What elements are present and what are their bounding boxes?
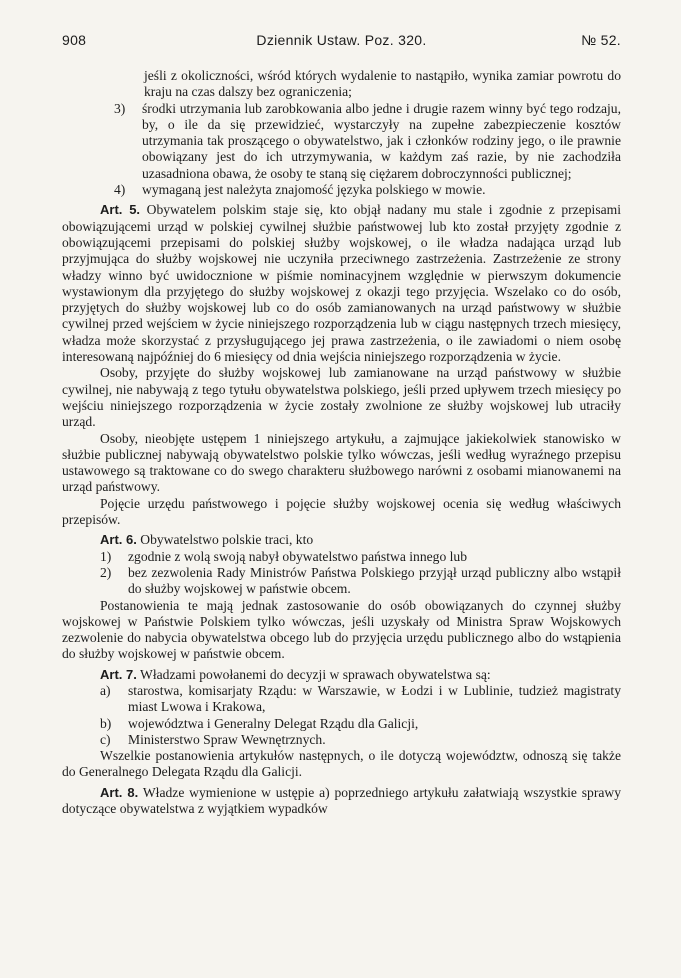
list-item-text: zgodnie z wolą swoją nabył obywatelstwo państwa innego lub	[128, 548, 468, 564]
art6-paragraph-2: Postanowienia te mają jednak zastosowanie do osób obowiązanych do czynnej służby wojskowej w Państwie Polskiem tylko wówczas, jeśli uzyskały od Ministra Spraw Wojskowych zezwolenie do nabycia obywatelstwa obcego lub do przyjęcia urzędu publicznego albo do wstąpienia do służby wojskowej w państwie obcem.	[62, 597, 621, 662]
art8-heading: Art. 8.	[100, 784, 139, 800]
list-item-text: wymaganą jest należyta znajomość języka polskiego w mowie.	[142, 182, 486, 198]
page-header	[62, 32, 621, 48]
art5-paragraph-2: Osoby, przyjęte do służby wojskowej lub zamianowane na urząd państwowy w służbie cywilnej, nie nabywają z tego tytułu obywatelstwa polskiego, jeśli przed upływem trzech miesięcy po wejściu niniejszego rozporządzenia w życie zostały zwolnione ze służby wojskowej lub utraciły urząd.	[62, 365, 621, 430]
art4-item-3	[62, 101, 621, 182]
issue-number: № 52.	[581, 32, 621, 48]
list-item-text: środki utrzymania lub zarobkowania albo jedne i drugie razem winny być tego rodzaju, by, o ile da się przewidzieć, wystarczyły na zupełne zabezpieczenie kosztów utrzymania tak proszącego o obywatelstwo, jak i członków rodziny jego, o ile prawnie obowiązany jest do ich utrzymywania, w każdym zaś razie, by nie zachodziła uzasadniona obawa, że osoby te staną się ciężarem dobroczynności publicznej;	[142, 100, 621, 181]
list-item-text: województwa i Generalny Delegat Rządu dla Galicji,	[128, 715, 419, 731]
art8-text: Władze wymienione w ustępie a) poprzedniego artykułu załatwiają wszystkie sprawy dotyczące obywatelstwa z wyjątkiem wypadków	[62, 784, 622, 817]
art6-item-1	[62, 549, 621, 565]
art7-item-b	[62, 716, 621, 732]
art5-heading: Art. 5.	[100, 202, 141, 218]
art7-item-c	[62, 732, 621, 748]
body-text	[62, 68, 621, 817]
list-item-text: Ministerstwo Spraw Wewnętrznych.	[128, 731, 326, 747]
art8-paragraph-1	[62, 785, 621, 818]
art6-item-2	[62, 565, 621, 598]
list-item-text: starostwa, komisarjaty Rządu: w Warszawie, w Łodzi i w Lublinie, tudzież magistraty miast Lwowa i Krakowa,	[128, 682, 621, 715]
art6-intro: Obywatelstwo polskie traci, kto	[140, 532, 314, 548]
art5-paragraph-3: Osoby, nieobjęte ustępem 1 niniejszego artykułu, a zajmujące jakiekolwiek stanowisko w służbie publicznej nabywają obywatelstwo polskie tylko wówczas, jeśli według wyraźnego przepisu ustawowego są traktowane co do swego charakteru służbowego narówni z osobami mianowanemi na urząd państwowy.	[62, 430, 621, 495]
list-marker: 2)	[100, 564, 112, 580]
list-marker: 1)	[100, 548, 112, 564]
list-marker: a)	[100, 682, 111, 698]
running-title: Dziennik Ustaw. Poz. 320.	[256, 32, 427, 48]
art4-item-4	[62, 182, 621, 198]
list-marker: b)	[100, 715, 112, 731]
art5-paragraph-4: Pojęcie urzędu państwowego i pojęcie służby wojskowej ocenia się według właściwych przepisów.	[62, 495, 621, 528]
art7-paragraph-2: Wszelkie postanowienia artykułów następnych, o ile dotyczą województw, odnoszą się także do Generalnego Delegata Rządu dla Galicji.	[62, 748, 621, 780]
art6-heading: Art. 6.	[100, 532, 137, 548]
page-number: 908	[62, 32, 87, 48]
art4-continuation: jeśli z okoliczności, wśród których wydalenie to nastąpiło, wynika zamiar powrotu do kraju na czas dalszy bez ograniczenia;	[144, 68, 621, 100]
art7-paragraph-1	[62, 667, 621, 683]
art7-item-a	[62, 683, 621, 716]
art5-paragraph-1	[62, 202, 621, 365]
list-item-text: bez zezwolenia Rady Ministrów Państwa Polskiego przyjął urząd publiczny albo wstąpił do służby wojskowej w państwie obcem.	[128, 564, 621, 597]
list-marker: 3)	[114, 100, 126, 116]
list-marker: 4)	[114, 182, 126, 198]
art5-text-1: Obywatelem polskim staje się, kto objął nadany mu stale i zgodnie z przepisami obowiązującemi urząd w polskiej cywilnej służbie państwowej lub kto został przyjęty zgodnie z obowiązującemi przepisami do polskiej służby wojskowej, o ile władza nadająca urząd lub przyjmująca do służby wojskowej nie uczyniła przeciwnego zastrzeżenia. Zastrzeżenie ze strony władzy winno być uwidocznione w piśmie nominacyjnem względnie w pierwszym dokumencie wystawionym dla przyjętego do służby wojskowej z okazji tego przyjęcia. Wszelako co do osób, przyjętych do służby wojskowej lub co do osób zamianowanych na urząd państwowy w służbie cywilnej przed wejściem w życie niniejszego rozporządzenia lub w ciągu następnych trzech miesięcy, władza może skorzystać z przysługującego jej prawa zastrzeżenia, o ile zawiadomi o niem osobę interesowaną najpóźniej do 6 miesięcy od dnia wejścia niniejszego rozporządzenia w życie.	[62, 202, 621, 365]
art6-paragraph-1	[62, 532, 621, 548]
art7-intro: Władzami powołanemi do decyzji w sprawach obywatelstwa są:	[140, 666, 491, 682]
list-marker: c)	[100, 731, 111, 747]
art7-heading: Art. 7.	[100, 666, 137, 682]
